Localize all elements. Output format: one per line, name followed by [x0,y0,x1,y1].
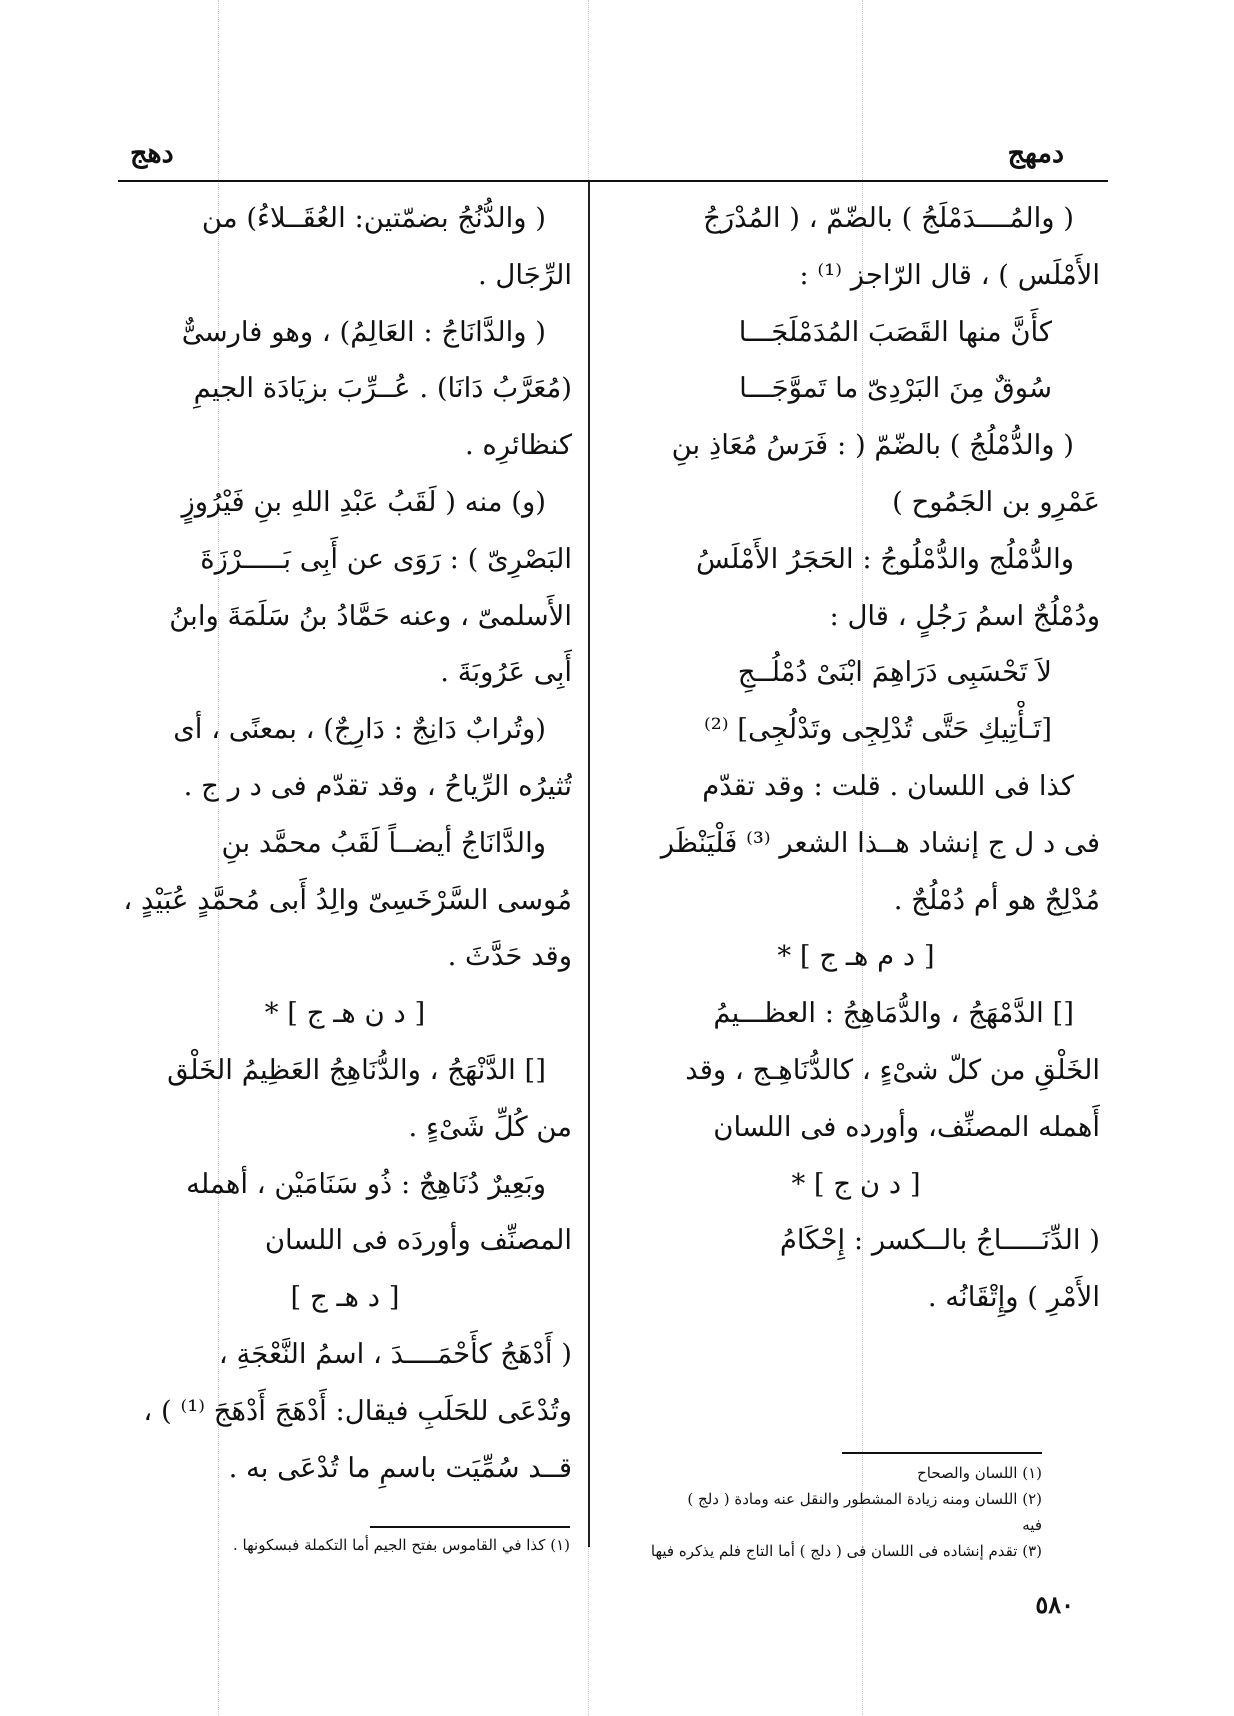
footnote-line: (١) اللسان والصحاح [917,1464,1042,1482]
text-line: والدُّمْلُج والدُّمْلُوجُ : الحَجَرُ الأَمْلَسُ [696,542,1074,575]
section-heading: [ د ن هـ ج ] * [264,997,426,1030]
footnote-line: (٣) تقدم إنشاده فى اللسان فى ( دلج ) أما التاج فلم يذكره فيها [650,1542,1042,1560]
text-line: [تَـأْتِيكِ حَتَّى تُدْلِجِى وتَدْلُجِى] ⁽²⁾ [704,713,1052,746]
text-line: (مُعَرَّبُ دَانَا) . عُــرِّبَ بزيَادَة الجيمِ [193,372,572,405]
text-line: كأَنَّ منها القَصَبَ المُدَمْلَجَـــا [738,315,1052,348]
text-line: الأَسلمىّ ، وعنه حَمَّادُ بنُ سَلَمَةَ وابنُ [169,599,572,632]
text-line: ( والدُّمْلُجُ ) بالضّمّ ( : فَرَسُ مُعَاذِ بنِ [671,429,1074,462]
running-header-left: دهج [130,138,174,169]
text-line: قــد سُمِّيَت باسمِ ما تُدْعَى به . [228,1451,572,1484]
text-line: من كُلِّ شَىْءٍ . [408,1110,572,1143]
right-column [612,190,1100,1326]
text-line: والدَّانَاجُ أيضــاً لَقَبُ محمَّد بنِ [221,826,546,859]
text-line: وقد حَدَّثَ . [447,940,572,973]
text-line: [] الدَّمْهَجُ ، والدُّمَاهِجُ : العظـــيمُ [713,997,1074,1030]
text-line: فى د ل ج إنشاد هــذا الشعر ⁽³⁾ فَلْيَنْظَر [660,826,1100,859]
text-line: ودُمْلُجٌ اسمُ رَجُلٍ ، قال : [829,599,1100,632]
text-line: مُدْلِجٌ هو أم دُمْلُجٌ . [893,883,1100,916]
text-line: الخَلْقِ من كلّ شىْءٍ ، كالدُّنَاهِـج ، وقد [685,1053,1100,1086]
right-entries [612,190,1100,928]
text-line: كذا فى اللسان . قلت : وقد تقدّم [702,769,1074,802]
footnote-line: فيه [1022,1516,1042,1534]
text-line: ( أَدْهَجُ كأَحْمَــــدَ ، اسمُ النَّعْجَةِ ، [218,1337,572,1370]
text-line: ( والدَّانَاجُ : العَالِمُ) ، وهو فارسىٌّ [181,315,546,348]
footnote-line: (٢) اللسان ومنه زيادة المشطور والنقل عنه ومادة ( دلج ) [687,1490,1042,1508]
section-heading: [ د م هـ ج ] * [777,940,935,973]
left-column [118,190,572,1496]
text-line: (وتُرابٌ دَانِجٌ : دَارِجٌ) ، بمعنًى ، أى [173,713,546,746]
text-line: [] الدَّنْهَجُ ، والدُّنَاهِجُ العَظِيمُ الخَلْق [167,1053,546,1086]
right-entries-3 [612,1212,1100,1326]
text-line: أَهمله المصنِّف، وأورده فى اللسان [713,1110,1100,1143]
text-line: المصنِّف وأوردَه فى اللسان [264,1224,572,1257]
text-line: (و) منه ( لَقَبُ عَبْدِ اللهِ بنِ فَيْرُوزٍ [181,485,546,518]
text-line: مُوسى السَّرْخَسِىّ والِدُ أَبى مُحمَّدٍ عُبَيْدٍ ، [123,883,572,916]
text-line: الرِّجَال . [477,258,572,291]
column-divider [588,182,590,1547]
text-line: أَبِى عَرُوبَةَ . [440,656,572,689]
running-header-right: دمهج [1007,138,1064,169]
text-line: كنظائرِه . [464,429,572,462]
text-line: البَصْرِىّ ) : رَوَى عن أَبِى بَـــــرْزَةَ [200,542,572,575]
section-heading: [ د ن ج ] * [791,1167,921,1200]
header-rule [118,180,1108,182]
text-line: الأَمْلَس ) ، قال الرّاجز ⁽¹⁾ : [799,258,1100,291]
footnote-left: (١) كذا في القاموس بفتح الجيم أما التكملة فبسكونها . [233,1536,570,1554]
page-number: ٥٨٠ [1035,1590,1074,1619]
text-line: ( والمُــــدَمْلَجُ ) بالضّمّ ، ( المُدْرَجُ [703,202,1074,234]
text-line: ( والدُّنُجُ بضمّتين: العُقَــلاءُ) من [201,202,546,234]
left-entries [118,190,572,985]
text-line: عَمْرِو بن الجَمُوح ) [892,485,1100,518]
footnotes-right [612,1460,1042,1564]
text-line: ( الدِّنَـــــاجُ بالــكسر : إِحْكَامُ [779,1224,1100,1257]
footnote-rule-left [370,1526,570,1528]
section-heading: [ د هـ ج ] [290,1281,400,1314]
text-line: وتُدْعَى للحَلَبِ فيقال: أَدْهَجَ أَدْهَجَ ⁽¹⁾ ) ، [143,1394,572,1427]
text-line: لاَ تَحْسَبِى دَرَاهِمَ ابْنَىْ دُمْلُــجِ [737,656,1052,689]
left-entries-2 [118,1042,572,1269]
text-line: سُوقٌ مِنَ البَرْدِىّ ما تَموَّجَـــا [739,372,1052,405]
left-entries-3 [118,1326,572,1496]
text-line: وبَعِيرٌ دُنَاهِجٌ : ذُو سَنَامَيْن ، أهمله [186,1167,546,1200]
footnote-rule-right [842,1452,1042,1454]
right-entries-2 [612,985,1100,1155]
text-line: تُثيرُه الرِّياحُ ، وقد تقدّم فى د ر ج . [183,769,572,802]
text-line: الأَمْرِ ) وإِتْقَانُه . [927,1281,1100,1314]
